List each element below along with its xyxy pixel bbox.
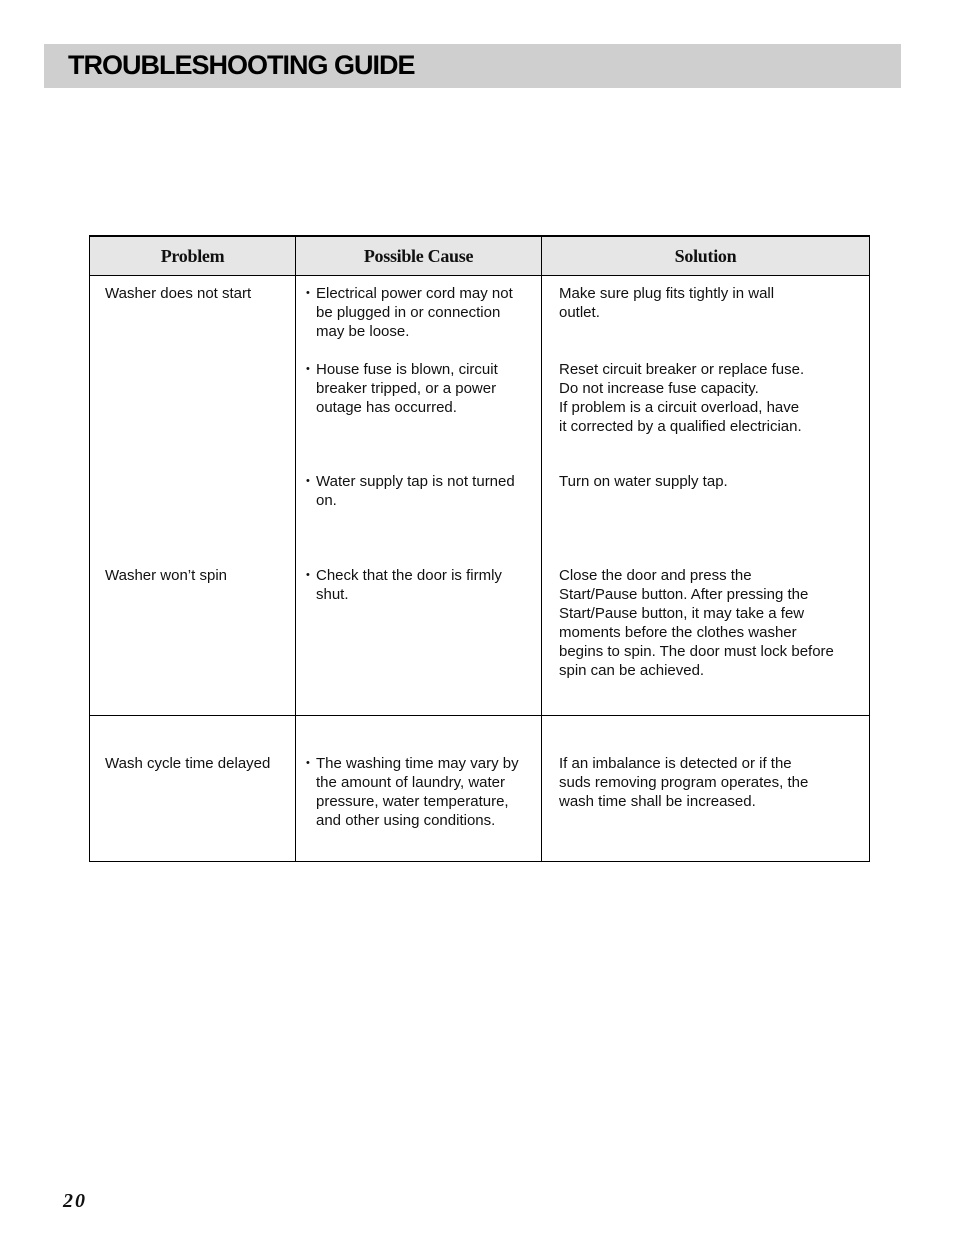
column-divider [295,237,296,861]
solution-cell: Turn on water supply tap. [559,473,728,490]
column-header-possible-cause: Possible Cause [363,246,474,266]
column-header-problem: Problem [160,246,225,266]
page-title: TROUBLESHOOTING GUIDE [68,50,415,80]
problem-cell: Washer does not start [105,285,252,302]
problem-cell: Washer won’t spin [105,567,227,584]
cause-cell: • Electrical power cord may not be plugged in or connection may be loose. [316,284,513,341]
solution-cell: Reset circuit breaker or replace fuse. Do not increase fuse capacity. If problem is a circuit overload, have it corrected by a qualified electrician. [559,361,805,435]
cause-cell: • House fuse is blown, circuit breaker tripped, or a power outage has occurred. [316,360,498,417]
solution-cell: If an imbalance is detected or if the suds removing program operates, the wash time shall be increased. [559,755,809,810]
column-header-solution: Solution [674,246,737,266]
title-bar [44,44,901,88]
row-divider [90,715,869,716]
column-divider [541,237,542,861]
solution-cell: Close the door and press the Start/Pause button. After pressing the Start/Pause button, it may take a few moments before the clothes washer begins to spin. The door must lock before spin can be achieved. [559,567,834,679]
troubleshooting-table [89,235,870,862]
table-header [90,237,869,276]
page-number: 20 [63,1190,87,1212]
cause-cell: • The washing time may vary by the amount of laundry, water pressure, water temperature, and other using conditions. [316,754,519,830]
solution-cell: Make sure plug fits tightly in wall outlet. [559,285,775,321]
cause-cell: • Check that the door is firmly shut. [316,566,502,604]
cause-cell: • Water supply tap is not turned on. [316,472,515,510]
problem-cell: Wash cycle time delayed [105,755,271,772]
